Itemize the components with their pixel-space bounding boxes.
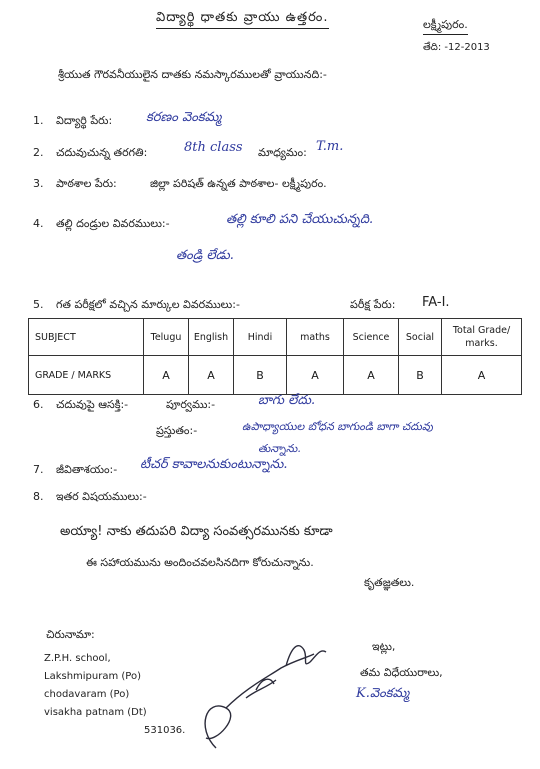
place-name: లక్ష్మీపురం.: [423, 18, 468, 35]
item-3-label: పాఠశాల పేరు:: [56, 177, 117, 190]
exam-name-value: FA-I.: [422, 295, 450, 310]
item-1-label: విద్యార్థి పేరు:: [56, 114, 113, 127]
item-7-label: జీవితాశయం:-: [56, 463, 118, 476]
item-7-number: 7.: [33, 463, 44, 476]
signatory-name: K.వెంకమ్మ: [356, 686, 410, 701]
item-2-number: 2.: [33, 146, 44, 159]
letter-title: విద్యార్థి ధాతకు వ్రాయు ఉత్తరం.: [156, 10, 329, 29]
table-header-subject: SUBJECT: [29, 319, 144, 356]
thanks: కృతజ్ఞతలు.: [364, 576, 415, 589]
item-4-label: తల్లి దండ్రుల వివరములు:-: [56, 217, 170, 230]
address-label: చిరునామా:: [46, 628, 95, 641]
item-2-label: చదువుచున్న తరగతి:: [56, 146, 148, 159]
student-name-value: కరణం వెంకమ్మ: [146, 110, 222, 125]
salutation: శ్రీయుత గౌరవనీయులైన దాతకు నమస్కారములతో వ్రాయునది:-: [58, 68, 327, 81]
address-line-5: 531036.: [144, 725, 186, 736]
closing-yours: ఇట్లు,: [372, 640, 396, 653]
date-value: -12-2013: [444, 42, 490, 53]
grades-header-row: [29, 319, 522, 356]
item-6-label: చదువుపై ఆసక్తి:-: [56, 398, 129, 411]
parents-details-line-1: తల్లి కూలి పని చేయుచున్నది.: [226, 212, 374, 227]
table-header-hindi: Hindi: [234, 319, 287, 356]
item-8-label: ఇతర విషయములు:-: [56, 490, 147, 503]
grades-row: [29, 356, 522, 395]
signature-scribble: [186, 628, 336, 758]
medium-label: మాధ్యమం:: [258, 146, 307, 159]
life-goal-value: టీచర్ కావాలనుకుంటున్నాను.: [140, 457, 288, 472]
table-header-social: Social: [399, 319, 442, 356]
table-row-label: GRADE / MARKS: [29, 356, 144, 395]
item-1-number: 1.: [33, 114, 44, 127]
grade-total: A: [442, 356, 522, 395]
grade-telugu: A: [144, 356, 189, 395]
address-line-1: Z.P.H. school,: [44, 653, 111, 664]
date-line: [423, 41, 490, 55]
interest-past-label: పూర్వము:-: [166, 398, 216, 411]
item-8-number: 8.: [33, 490, 44, 503]
item-3-number: 3.: [33, 177, 44, 190]
address-block: [44, 650, 185, 740]
item-6-number: 6.: [33, 398, 44, 411]
interest-now-value-line-2: తున్నాను.: [258, 442, 301, 455]
date-label: తేది:: [423, 42, 442, 53]
grade-hindi: B: [234, 356, 287, 395]
item-5-number: 5.: [33, 298, 44, 311]
address-line-4: visakha patnam (Dt): [44, 707, 147, 718]
grades-table: [28, 318, 522, 395]
item-4-number: 4.: [33, 217, 44, 230]
medium-value: T.m.: [316, 139, 344, 154]
parents-details-line-2: తండ్రి లేడు.: [176, 248, 234, 263]
interest-now-label: ప్రస్తుతం:-: [156, 424, 198, 437]
table-header-telugu: Telugu: [144, 319, 189, 356]
school-name-value: జిల్లా పరిషత్ ఉన్నత పాఠశాల- లక్ష్మీపురం.: [150, 177, 327, 190]
address-line-2: Lakshmipuram (Po): [44, 671, 141, 682]
body-line-2: ఈ సహాయమును అందించవలసినదిగా కోరుచున్నాను.: [86, 556, 314, 569]
grade-social: B: [399, 356, 442, 395]
interest-past-value: బాగు లేదు.: [258, 393, 316, 408]
grade-maths: A: [287, 356, 344, 395]
table-header-maths: maths: [287, 319, 344, 356]
class-value: 8th class: [184, 140, 243, 155]
closing-obedient: తమ విధేయురాలు,: [360, 666, 443, 679]
table-header-english: English: [189, 319, 234, 356]
item-5-label: గత పరీక్షలో వచ్చిన మార్కుల వివరములు:-: [56, 298, 240, 311]
interest-now-value-line-1: ఉపాధ్యాయుల బోధన బాగుండి బాగా చదువు: [242, 420, 433, 433]
grade-science: A: [344, 356, 399, 395]
table-header-science: Science: [344, 319, 399, 356]
address-line-3: chodavaram (Po): [44, 689, 130, 700]
exam-name-label: పరీక్ష పేరు:: [350, 298, 396, 311]
grade-english: A: [189, 356, 234, 395]
body-line-1: అయ్యా! నాకు తదుపరి విద్యా సంవత్సరమునకు కూడా: [60, 524, 333, 539]
table-header-total: Total Grade/ marks.: [442, 319, 522, 356]
